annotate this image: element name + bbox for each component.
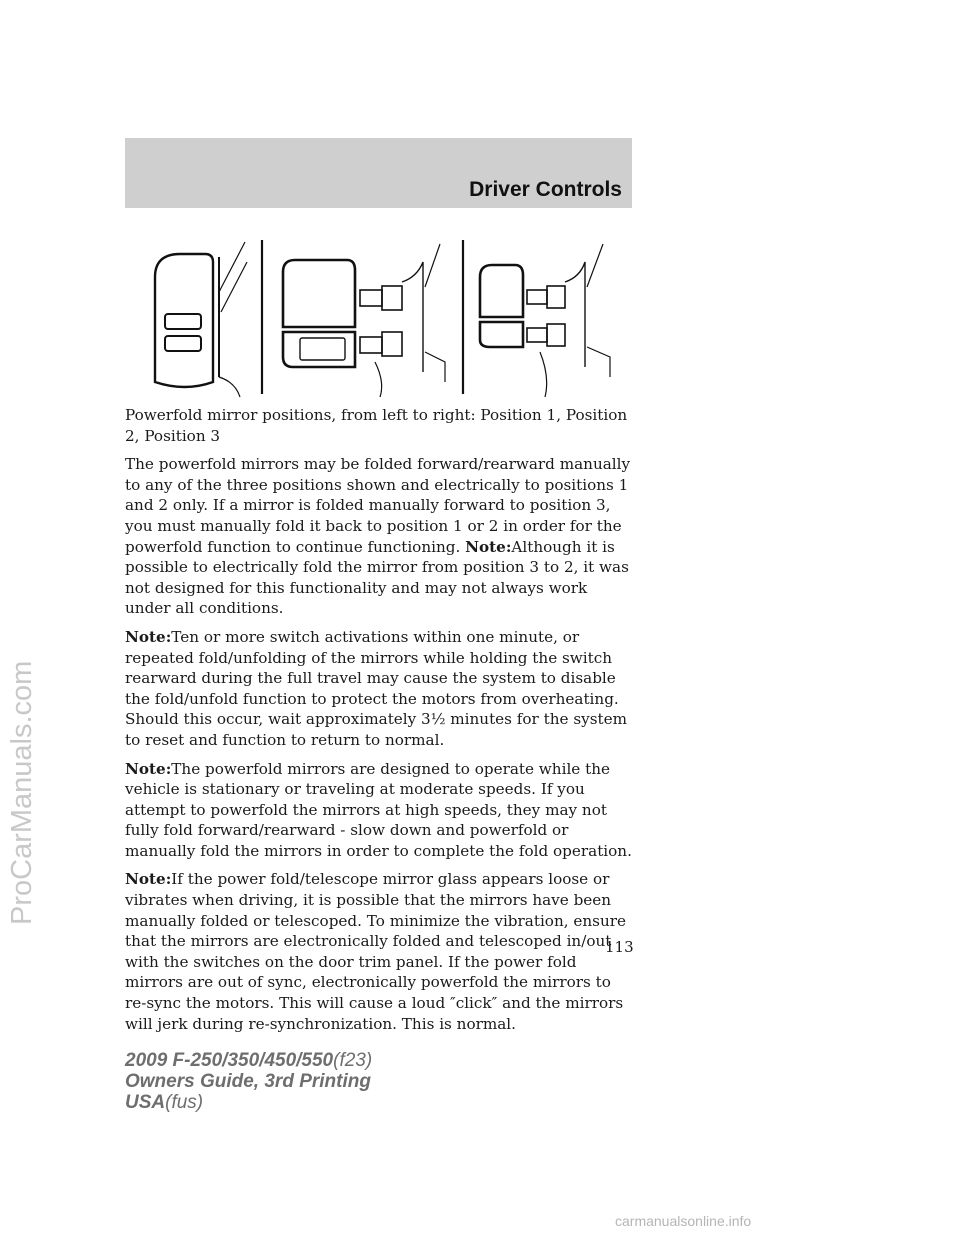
side-watermark: ProCarManuals.com (6, 660, 38, 925)
footer-model: 2009 F-250/350/450/550 (125, 1050, 334, 1071)
figure-caption: Powerfold mirror positions, from left to right: Position 1, Position 2, Position 3 (125, 406, 628, 445)
mirror-position-1 (155, 242, 247, 397)
footer-line-3 (125, 1092, 372, 1113)
note-label: Note: (125, 870, 172, 889)
note-paragraph-2 (125, 627, 632, 751)
paragraph-1 (125, 454, 632, 619)
note-paragraph-3 (125, 759, 632, 862)
note-label: Note: (125, 759, 172, 778)
note-paragraph-4 (125, 869, 632, 1034)
section-title: Driver Controls (469, 178, 622, 201)
footer-model-code: (f23) (333, 1050, 373, 1071)
note-text: Ten or more switch activations within one minute, or repeated fold/unfolding of the mirrors while holding the switch rearward during the full travel may cause the system to disable the fold/unfold function to protect the motors from overheating. Should this occur, wait approximately 3½ minutes for the system to reset and function to return to normal. (125, 627, 628, 749)
section-header-band (125, 138, 632, 208)
note-label: Note: (125, 627, 172, 646)
note-text: Although it is possible to electrically fold the mirror from position 3 to 2, it was not designed for this functionality and may not always work under all conditions. (125, 537, 629, 618)
powerfold-mirror-icon (135, 232, 630, 402)
body-text (125, 405, 632, 1042)
mirror-position-2 (283, 244, 445, 397)
footer-line-1 (125, 1050, 372, 1071)
bottom-watermark: carmanualsonline.info (615, 1213, 752, 1229)
note-label: Note: (465, 537, 512, 556)
footer-region: USA (125, 1092, 166, 1113)
document-footer (125, 1050, 372, 1113)
note-text: If the power fold/telescope mirror glass appears loose or vibrates when driving, it is possible that the mirrors have been manually folded or telescoped. To minimize the vibration, ensure that the mirrors are electronically folded and telescoped in/out with the switches on the door trim panel. If the power fold mirrors are out of sync, electronically powerfold the mirrors to re-sync the motors. This will cause a loud ″click″ and the mirrors will jerk during re-synchronization. This is normal. (125, 870, 626, 1033)
mirror-positions-figure (135, 232, 630, 402)
footer-region-code: (fus) (165, 1092, 204, 1113)
paragraph-1-text: The powerfold mirrors may be folded forward/rearward manually to any of the three positions shown and electrically to positions 1 and 2 only. If a mirror is folded manually forward to position 3, you must manually fold it back to position 1 or 2 in order for the powerfold function to continue functioning. (125, 455, 631, 556)
footer-line-2: Owners Guide, 3rd Printing (125, 1071, 371, 1092)
mirror-position-3 (480, 244, 610, 397)
note-text: The powerfold mirrors are designed to operate while the vehicle is stationary or traveling at moderate speeds. If you attempt to powerfold the mirrors at high speeds, they may not fully fold forward/rearward - slow down and powerfold or manually fold the mirrors in order to complete the fold operation. (125, 759, 632, 860)
page-number: 113 (605, 938, 634, 956)
